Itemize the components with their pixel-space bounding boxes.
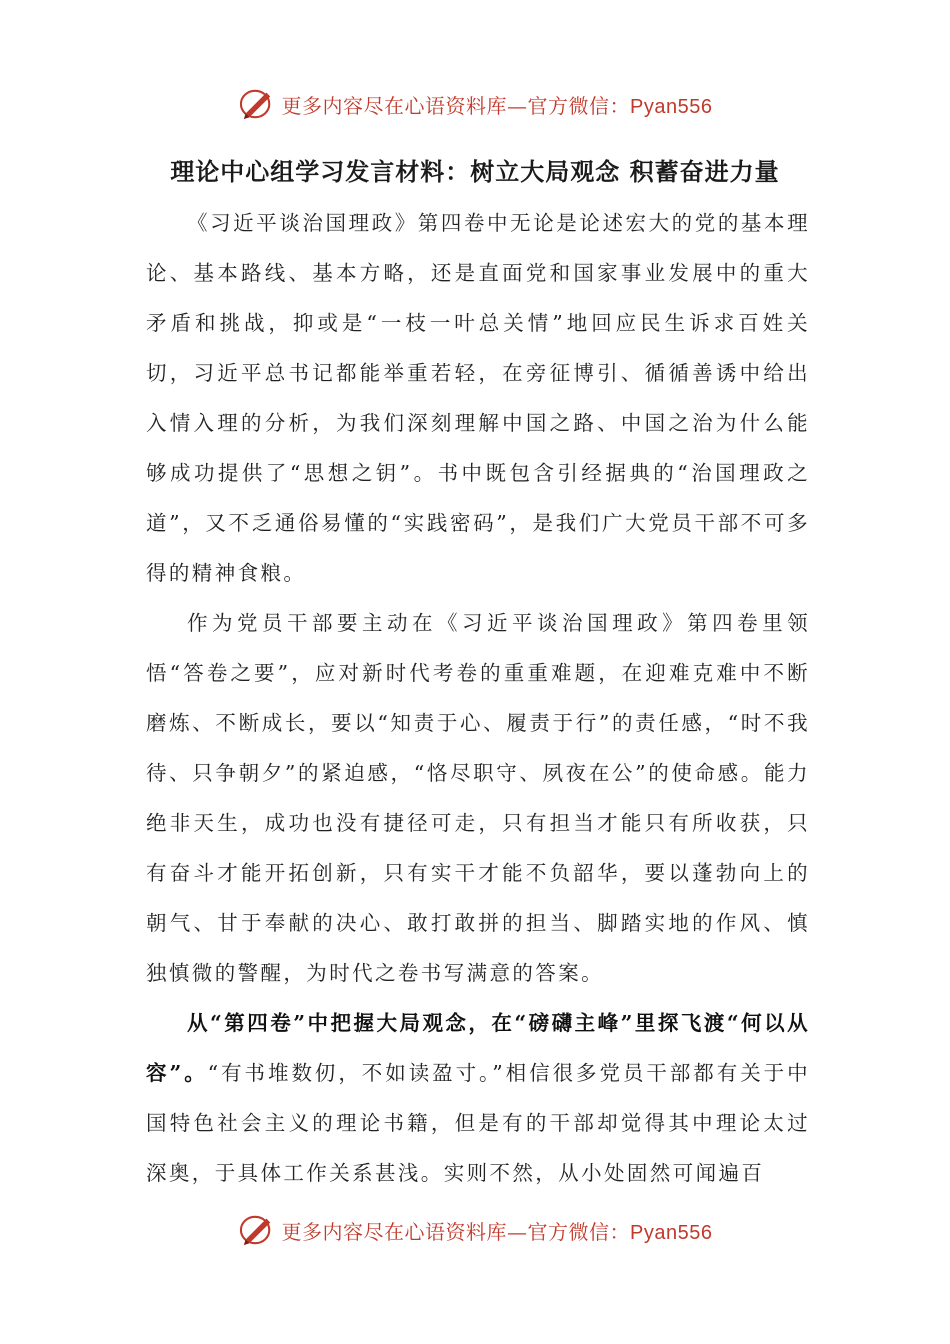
paragraph-3-text: “有书堆数仞，不如读盈寸。”相信很多党员干部都有关于中国特色社会主义的理论书籍，但是有的干部却觉得其中理论太过深奥，于具体工作关系甚浅。实则不然，从小处固然可闻遍百 — [146, 1061, 810, 1185]
paragraph-2: 作为党员干部要主动在《习近平谈治国理政》第四卷里领悟“答卷之要”，应对新时代考卷的重重难题，在迎难克难中不断磨炼、不断成长，要以“知责于心、履责于行”的责任感，“时不我待、只争朝夕”的紧迫感，“恪尽职守、夙夜在公”的使命感。能力绝非天生，成功也没有捷径可走，只有担当才能只有所收获，只有奋斗才能开拓创新，只有实干才能不负韶华，要以蓬勃向上的朝气、甘于奉献的决心、敢打敢拼的担当、脚踏实地的作风、慎独慎微的警醒，为时代之卷书写满意的答案。 — [146, 611, 810, 985]
document-body — [146, 198, 810, 1198]
paragraph-3-heading: 从“第四卷”中把握大局观念，在“磅礴主峰”里探飞渡“何以从容”。 — [146, 1011, 810, 1085]
wechat-id: Pyan556 — [630, 1221, 713, 1244]
banner-text: 更多内容尽在心语资料库—官方微信：Pyan556 — [281, 93, 713, 118]
banner-text: 更多内容尽在心语资料库—官方微信：Pyan556 — [281, 1219, 713, 1244]
paragraph-3 — [146, 998, 810, 1198]
pen-logo-icon — [238, 1213, 276, 1247]
footer-banner — [0, 1210, 950, 1250]
header-banner — [0, 84, 950, 124]
paragraph-1: 《习近平谈治国理政》第四卷中无论是论述宏大的党的基本理论、基本路线、基本方略，还是直面党和国家事业发展中的重大矛盾和挑战，抑或是“一枝一叶总关情”地回应民生诉求百姓关切，习近平总书记都能举重若轻，在旁征博引、循循善诱中给出入情入理的分析，为我们深刻理解中国之路、中国之治为什么能够成功提供了“思想之钥”。书中既包含引经据典的“治国理政之道”，又不乏通俗易懂的“实践密码”，是我们广大党员干部不可多得的精神食粮。 — [146, 211, 810, 585]
document-title: 理论中心组学习发言材料：树立大局观念 积蓄奋进力量 — [170, 157, 780, 186]
wechat-id: Pyan556 — [630, 95, 713, 118]
pen-logo-icon — [238, 87, 276, 121]
